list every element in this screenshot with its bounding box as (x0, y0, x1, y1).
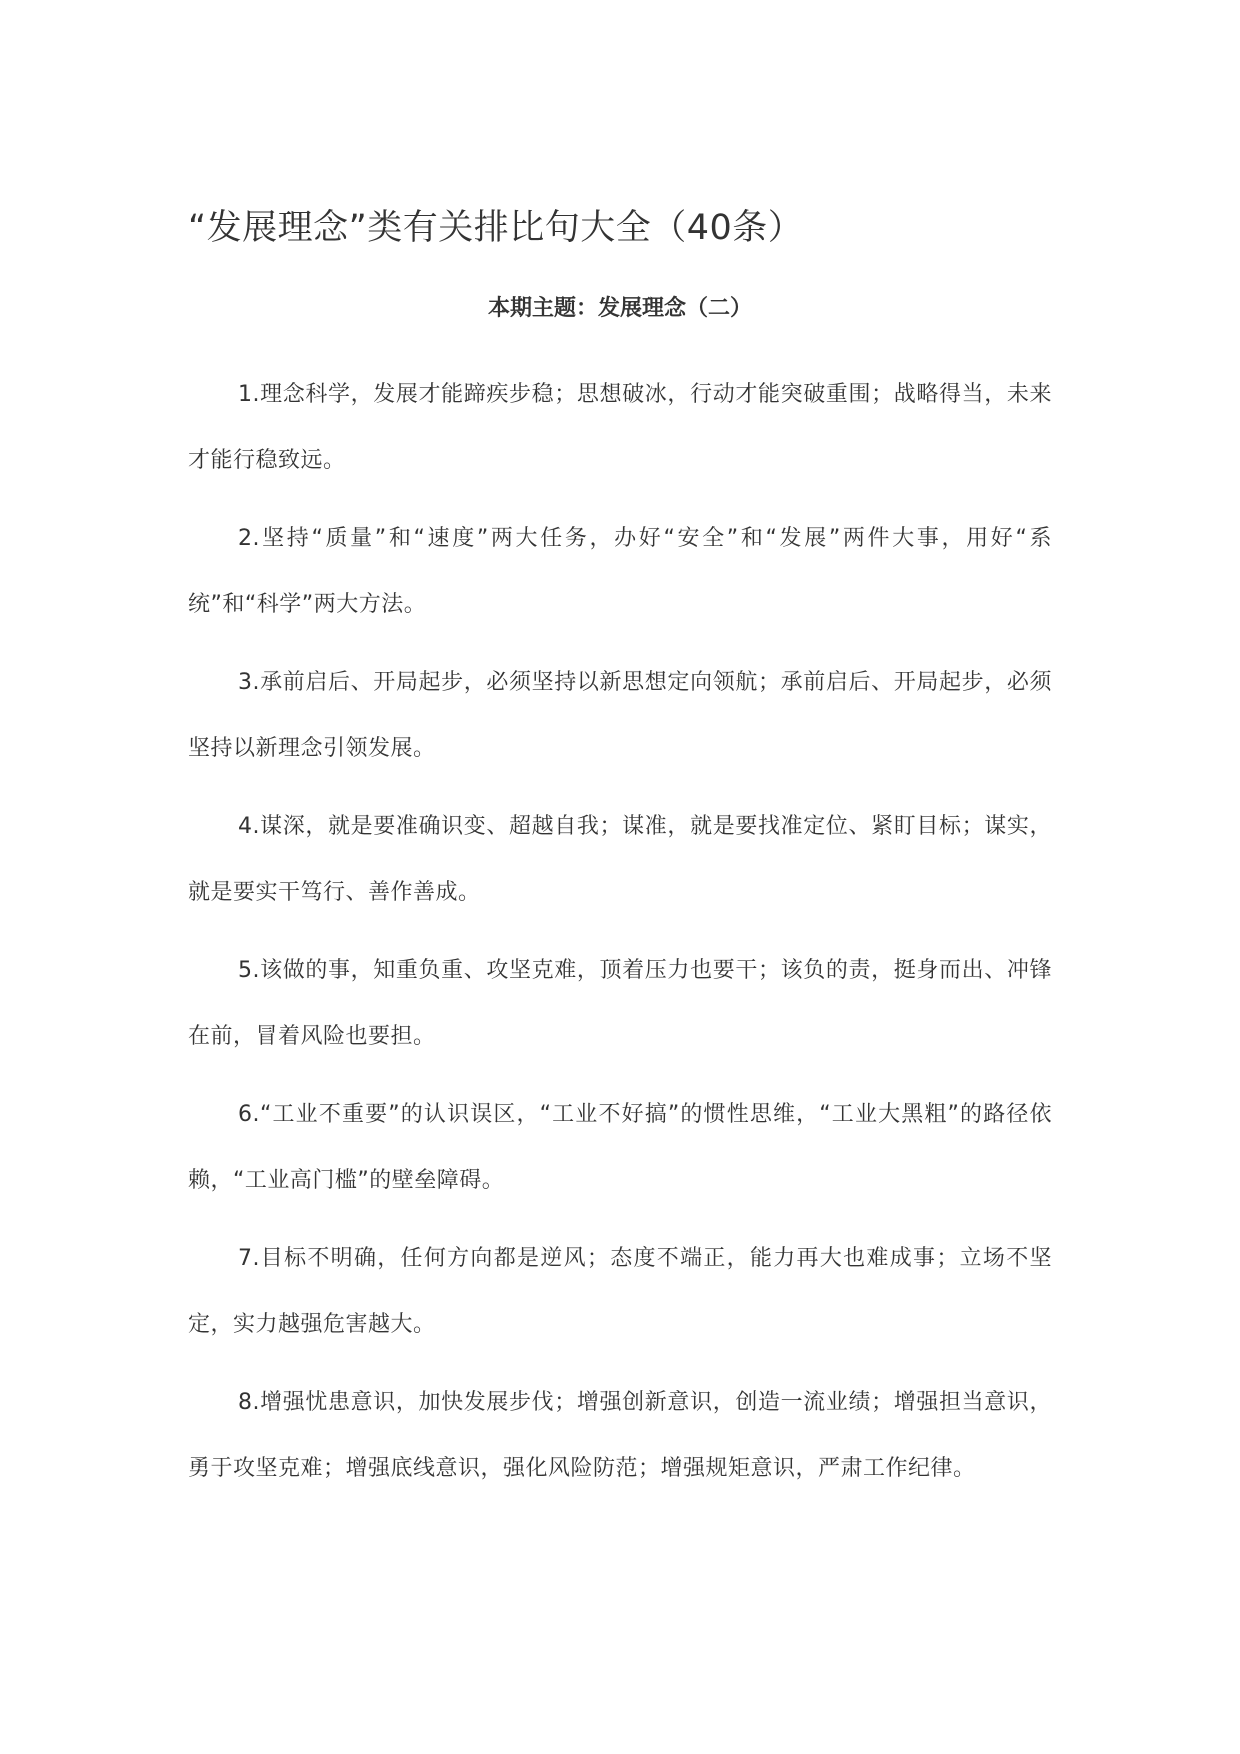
list-item-8: 8.增强忧患意识，加快发展步伐；增强创新意识，创造一流业绩；增强担当意识，勇于攻坚克难；增强底线意识，强化风险防范；增强规矩意识，严肃工作纪律。 (188, 1390, 1052, 1481)
list-item-7: 7.目标不明确，任何方向都是逆风；态度不端正，能力再大也难成事；立场不坚定，实力越强危害越大。 (188, 1246, 1052, 1337)
list-item-4: 4.谋深，就是要准确识变、超越自我；谋准，就是要找准定位、紧盯目标；谋实，就是要实干笃行、善作善成。 (188, 814, 1052, 905)
document-subtitle: 本期主题：发展理念（二） (487, 296, 752, 321)
list-item-1: 1.理念科学，发展才能蹄疾步稳；思想破冰，行动才能突破重围；战略得当，未来才能行稳致远。 (188, 382, 1052, 473)
list-item-5: 5.该做的事，知重负重、攻坚克难，顶着压力也要干；该负的责，挺身而出、冲锋在前，冒着风险也要担。 (188, 958, 1052, 1049)
document-page (188, 204, 1052, 1514)
list-item-6: 6.“工业不重要”的认识误区，“工业不好搞”的惯性思维，“工业大黑粗”的路径依赖，“工业高门槛”的壁垒障碍。 (188, 1102, 1052, 1193)
document-title: “发展理念”类有关排比句大全（40条） (188, 208, 804, 248)
item-list (188, 362, 1052, 1502)
list-item-3: 3.承前启后、开局起步，必须坚持以新思想定向领航；承前启后、开局起步，必须坚持以新理念引领发展。 (188, 670, 1052, 761)
list-item-2: 2.坚持“质量”和“速度”两大任务，办好“安全”和“发展”两件大事，用好“系统”和“科学”两大方法。 (188, 526, 1052, 617)
